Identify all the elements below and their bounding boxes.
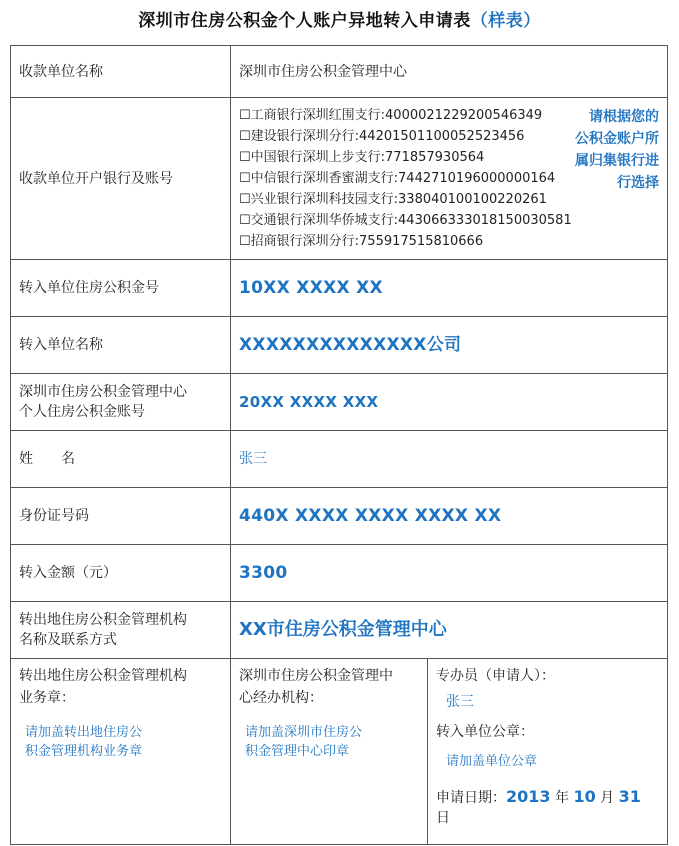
- seal-sz-stamp-hint[interactable]: [239, 723, 419, 761]
- value-name[interactable]: 张三: [231, 431, 668, 488]
- date-year[interactable]: 2013: [506, 787, 551, 806]
- stamp-hint-line: 请加盖深圳市住房公: [245, 725, 363, 740]
- bank-select-note: [551, 106, 659, 194]
- label-amount: 转入金额（元）: [11, 545, 231, 602]
- stamp-hint-line: 积金管理中心印章: [245, 744, 350, 759]
- unit-seal-label: 转入单位公章：: [436, 724, 534, 740]
- date-year-unit: 年: [554, 790, 569, 806]
- date-day[interactable]: 31: [618, 787, 641, 806]
- date-day-unit: 日: [436, 810, 450, 826]
- row-payee-name: [11, 46, 668, 98]
- note-line: 属归集银行进: [575, 153, 659, 169]
- applicant-block: [428, 659, 668, 845]
- seal-origin-title-line2: 业务章：: [19, 690, 75, 706]
- label-sz-account: [11, 374, 231, 431]
- value-transfer-unit-fund-no[interactable]: 10XX XXXX XX: [231, 260, 668, 317]
- date-month[interactable]: 10: [573, 787, 596, 806]
- row-id-no: [11, 488, 668, 545]
- note-line: 公积金账户所: [575, 131, 659, 147]
- seal-sz-title-line2: 心经办机构：: [239, 690, 323, 706]
- form-title: [0, 6, 679, 31]
- bank-option-cmb[interactable]: ☐招商银行深圳分行:755917515810666: [239, 234, 484, 249]
- bank-option-bocom[interactable]: ☐交通银行深圳华侨城支行:443066333018150030581: [239, 213, 572, 228]
- label-sz-account-line2: 个人住房公积金账号: [19, 404, 145, 420]
- row-amount: [11, 545, 668, 602]
- label-origin-agency-line1: 转出地住房公积金管理机构: [19, 612, 187, 628]
- row-origin-agency: [11, 602, 668, 659]
- note-line: 请根据您的: [589, 109, 659, 125]
- date-month-unit: 月: [600, 790, 615, 806]
- note-line: 行选择: [617, 175, 659, 191]
- value-id-no[interactable]: 440X XXXX XXXX XXXX XX: [231, 488, 668, 545]
- stamp-hint-line: 请加盖转出地住房公: [25, 725, 143, 740]
- seal-origin-stamp-hint[interactable]: [19, 723, 222, 761]
- date-label: 申请日期：: [436, 790, 506, 806]
- row-transfer-unit-name: [11, 317, 668, 374]
- bank-option-icbc[interactable]: ☐工商银行深圳红围支行:4000021229200546349: [239, 108, 543, 123]
- row-name: [11, 431, 668, 488]
- row-sz-account: [11, 374, 668, 431]
- bank-option-cib[interactable]: ☐兴业银行深圳科技园支行:338040100100220261: [239, 192, 547, 207]
- label-transfer-unit-fund-no: 转入单位住房公积金号: [11, 260, 231, 317]
- bank-option-boc[interactable]: ☐中国银行深圳上步支行:771857930564: [239, 150, 485, 165]
- label-payee-bank: 收款单位开户银行及账号: [11, 98, 231, 260]
- value-payee-name: 深圳市住房公积金管理中心: [231, 46, 668, 98]
- label-transfer-unit-name: 转入单位名称: [11, 317, 231, 374]
- value-origin-agency[interactable]: XX市住房公积金管理中心: [231, 602, 668, 659]
- row-seals: [11, 659, 668, 845]
- bank-options: [231, 98, 668, 260]
- seal-sz-agency: [231, 659, 428, 845]
- value-amount[interactable]: 3300: [231, 545, 668, 602]
- label-payee-name: 收款单位名称: [11, 46, 231, 98]
- unit-seal-hint[interactable]: 请加盖单位公章: [446, 754, 538, 769]
- seal-origin-agency: [11, 659, 231, 845]
- row-transfer-unit-fund-no: [11, 260, 668, 317]
- form-title-main: 深圳市住房公积金个人账户异地转入申请表: [138, 11, 471, 31]
- stamp-hint-line: 积金管理机构业务章: [25, 744, 143, 759]
- sample-badge: （样表）: [470, 11, 541, 31]
- label-id-no: 身份证号码: [11, 488, 231, 545]
- bank-option-ccb[interactable]: ☐建设银行深圳分行:44201501100052523456: [239, 129, 525, 144]
- label-origin-agency: [11, 602, 231, 659]
- bank-option-citic[interactable]: ☐中信银行深圳香蜜湖支行:7442710196000000164: [239, 171, 556, 186]
- label-origin-agency-line2: 名称及联系方式: [19, 632, 117, 648]
- value-transfer-unit-name[interactable]: XXXXXXXXXXXXXX公司: [231, 317, 668, 374]
- seal-sz-title-line1: 深圳市住房公积金管理中: [239, 668, 393, 684]
- label-sz-account-line1: 深圳市住房公积金管理中心: [19, 384, 187, 400]
- row-payee-bank: [11, 98, 668, 260]
- application-form: [10, 45, 668, 845]
- application-date: [436, 787, 659, 828]
- applicant-label: 专办员（申请人）：: [436, 668, 555, 684]
- value-sz-account[interactable]: 20XX XXXX XXX: [231, 374, 668, 431]
- seal-origin-title-line1: 转出地住房公积金管理机构: [19, 668, 187, 684]
- applicant-value[interactable]: 张三: [446, 694, 474, 710]
- label-name: 姓 名: [11, 431, 231, 488]
